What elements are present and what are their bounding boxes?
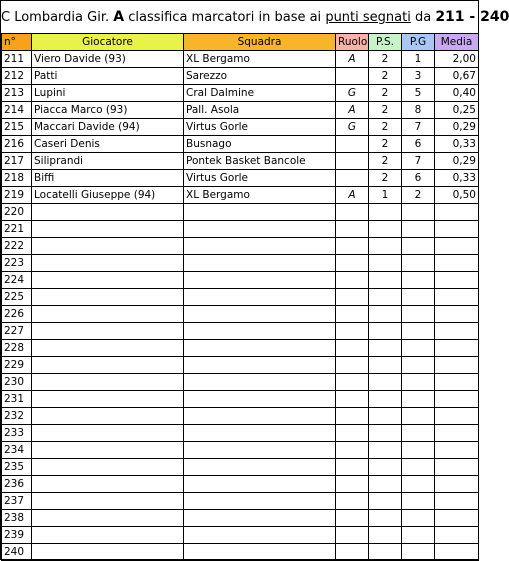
- cell-player: Viero Davide (93): [32, 51, 184, 68]
- cell-average: [435, 442, 479, 459]
- cell-games: 2: [402, 187, 435, 204]
- cell-player: [32, 442, 184, 459]
- cell-games: [402, 221, 435, 238]
- cell-player: [32, 544, 184, 561]
- table-row: [2, 238, 479, 255]
- cell-games: [402, 459, 435, 476]
- cell-player: [32, 527, 184, 544]
- cell-number: 233: [2, 425, 32, 442]
- cell-player: [32, 221, 184, 238]
- cell-average: [435, 476, 479, 493]
- table-row: [2, 136, 479, 153]
- cell-role: G: [336, 119, 369, 136]
- table-row: [2, 51, 479, 68]
- cell-average: [435, 527, 479, 544]
- cell-number: 238: [2, 510, 32, 527]
- cell-role: [336, 442, 369, 459]
- table-row: [2, 425, 479, 442]
- cell-average: 0,67: [435, 68, 479, 85]
- cell-average: [435, 510, 479, 527]
- cell-role: [336, 374, 369, 391]
- cell-points: 2: [369, 170, 402, 187]
- cell-player: Patti: [32, 68, 184, 85]
- cell-games: 7: [402, 153, 435, 170]
- cell-team: [184, 374, 336, 391]
- header-role: Ruolo: [336, 34, 369, 51]
- title-underlined: punti segnati: [325, 10, 411, 25]
- table-row: [2, 204, 479, 221]
- cell-number: 211: [2, 51, 32, 68]
- cell-points: 2: [369, 102, 402, 119]
- cell-games: [402, 357, 435, 374]
- cell-points: [369, 357, 402, 374]
- header-average: Media: [435, 34, 479, 51]
- table-row: [2, 493, 479, 510]
- cell-games: [402, 408, 435, 425]
- cell-number: 226: [2, 306, 32, 323]
- cell-games: [402, 340, 435, 357]
- cell-team: [184, 340, 336, 357]
- cell-team: [184, 255, 336, 272]
- table-row: [2, 374, 479, 391]
- cell-role: [336, 527, 369, 544]
- cell-points: [369, 204, 402, 221]
- cell-number: 240: [2, 544, 32, 561]
- cell-player: Lupini: [32, 85, 184, 102]
- cell-role: A: [336, 51, 369, 68]
- cell-team: Virtus Gorle: [184, 170, 336, 187]
- cell-points: [369, 493, 402, 510]
- cell-points: 2: [369, 51, 402, 68]
- cell-team: Cral Dalmine: [184, 85, 336, 102]
- cell-team: Busnago: [184, 136, 336, 153]
- cell-player: [32, 255, 184, 272]
- cell-team: Virtus Gorle: [184, 119, 336, 136]
- cell-games: [402, 544, 435, 561]
- cell-number: 213: [2, 85, 32, 102]
- cell-games: [402, 442, 435, 459]
- cell-player: [32, 272, 184, 289]
- table-row: [2, 323, 479, 340]
- cell-points: [369, 340, 402, 357]
- cell-average: [435, 459, 479, 476]
- cell-points: [369, 425, 402, 442]
- cell-role: [336, 357, 369, 374]
- page-title: [1, 1, 509, 33]
- cell-number: 227: [2, 323, 32, 340]
- cell-role: [336, 476, 369, 493]
- cell-player: [32, 476, 184, 493]
- cell-number: 220: [2, 204, 32, 221]
- cell-role: [336, 493, 369, 510]
- table-row: [2, 68, 479, 85]
- cell-role: [336, 170, 369, 187]
- cell-team: [184, 306, 336, 323]
- cell-points: [369, 527, 402, 544]
- cell-average: [435, 289, 479, 306]
- cell-number: 229: [2, 357, 32, 374]
- cell-team: [184, 323, 336, 340]
- title-prefix: C Lombardia Gir.: [1, 10, 114, 25]
- cell-number: 222: [2, 238, 32, 255]
- cell-role: [336, 255, 369, 272]
- cell-player: [32, 357, 184, 374]
- cell-points: [369, 374, 402, 391]
- cell-average: 0,25: [435, 102, 479, 119]
- cell-average: [435, 323, 479, 340]
- cell-average: [435, 204, 479, 221]
- cell-team: [184, 272, 336, 289]
- cell-role: [336, 340, 369, 357]
- cell-points: [369, 544, 402, 561]
- cell-games: [402, 323, 435, 340]
- cell-team: [184, 544, 336, 561]
- cell-average: [435, 391, 479, 408]
- cell-team: [184, 238, 336, 255]
- cell-number: 219: [2, 187, 32, 204]
- cell-team: [184, 289, 336, 306]
- cell-team: [184, 425, 336, 442]
- cell-games: [402, 289, 435, 306]
- cell-average: 0,40: [435, 85, 479, 102]
- cell-games: [402, 476, 435, 493]
- header-games: P.G: [402, 34, 435, 51]
- table-row: [2, 187, 479, 204]
- cell-number: 216: [2, 136, 32, 153]
- cell-average: 0,33: [435, 136, 479, 153]
- table-row: [2, 272, 479, 289]
- cell-points: [369, 238, 402, 255]
- cell-average: [435, 272, 479, 289]
- cell-average: [435, 493, 479, 510]
- cell-player: Locatelli Giuseppe (94): [32, 187, 184, 204]
- header-row: [2, 34, 479, 51]
- table-row: [2, 289, 479, 306]
- cell-number: 218: [2, 170, 32, 187]
- cell-points: [369, 323, 402, 340]
- cell-team: [184, 204, 336, 221]
- cell-player: [32, 306, 184, 323]
- cell-team: [184, 459, 336, 476]
- header-points: P.S.: [369, 34, 402, 51]
- cell-number: 232: [2, 408, 32, 425]
- table-row: [2, 340, 479, 357]
- table-row: [2, 527, 479, 544]
- cell-points: 2: [369, 85, 402, 102]
- cell-points: [369, 306, 402, 323]
- cell-role: [336, 306, 369, 323]
- cell-number: 237: [2, 493, 32, 510]
- cell-role: [336, 221, 369, 238]
- cell-points: 2: [369, 119, 402, 136]
- table-row: [2, 459, 479, 476]
- cell-number: 225: [2, 289, 32, 306]
- cell-role: [336, 544, 369, 561]
- cell-games: [402, 204, 435, 221]
- cell-role: [336, 510, 369, 527]
- cell-number: 236: [2, 476, 32, 493]
- cell-team: [184, 221, 336, 238]
- cell-points: [369, 289, 402, 306]
- cell-points: [369, 459, 402, 476]
- cell-number: 234: [2, 442, 32, 459]
- cell-points: [369, 442, 402, 459]
- cell-games: [402, 425, 435, 442]
- table-row: [2, 510, 479, 527]
- cell-average: [435, 306, 479, 323]
- cell-games: 6: [402, 136, 435, 153]
- cell-points: 2: [369, 68, 402, 85]
- table-row: [2, 85, 479, 102]
- cell-number: 217: [2, 153, 32, 170]
- cell-player: [32, 459, 184, 476]
- cell-player: [32, 204, 184, 221]
- cell-number: 239: [2, 527, 32, 544]
- cell-player: [32, 340, 184, 357]
- cell-average: 0,29: [435, 153, 479, 170]
- cell-number: 223: [2, 255, 32, 272]
- cell-role: [336, 204, 369, 221]
- cell-team: [184, 391, 336, 408]
- table-row: [2, 391, 479, 408]
- cell-games: 6: [402, 170, 435, 187]
- cell-team: [184, 527, 336, 544]
- cell-player: Caseri Denis: [32, 136, 184, 153]
- cell-games: [402, 272, 435, 289]
- table-row: [2, 153, 479, 170]
- cell-role: [336, 289, 369, 306]
- cell-average: 0,33: [435, 170, 479, 187]
- cell-number: 212: [2, 68, 32, 85]
- cell-points: [369, 408, 402, 425]
- cell-average: [435, 408, 479, 425]
- title-group: A: [113, 9, 125, 25]
- cell-points: 2: [369, 153, 402, 170]
- cell-games: [402, 306, 435, 323]
- cell-points: [369, 510, 402, 527]
- cell-games: [402, 391, 435, 408]
- table-row: [2, 255, 479, 272]
- cell-average: 0,29: [435, 119, 479, 136]
- table-row: [2, 476, 479, 493]
- cell-team: Pontek Basket Bancole: [184, 153, 336, 170]
- cell-team: [184, 442, 336, 459]
- cell-average: 0,50: [435, 187, 479, 204]
- cell-average: [435, 340, 479, 357]
- cell-number: 228: [2, 340, 32, 357]
- cell-average: [435, 238, 479, 255]
- title-range: 211 - 240: [435, 9, 509, 25]
- cell-player: [32, 493, 184, 510]
- cell-role: G: [336, 85, 369, 102]
- cell-team: [184, 476, 336, 493]
- cell-team: XL Bergamo: [184, 51, 336, 68]
- cell-role: [336, 323, 369, 340]
- cell-role: [336, 153, 369, 170]
- cell-average: [435, 255, 479, 272]
- cell-points: [369, 221, 402, 238]
- cell-player: [32, 238, 184, 255]
- cell-team: [184, 357, 336, 374]
- title-range-prefix: da: [410, 10, 436, 25]
- cell-number: 231: [2, 391, 32, 408]
- cell-team: XL Bergamo: [184, 187, 336, 204]
- cell-role: [336, 68, 369, 85]
- title-middle: classifica marcatori in base ai: [124, 10, 326, 25]
- cell-number: 224: [2, 272, 32, 289]
- header-number: n°: [2, 34, 32, 51]
- table-row: [2, 102, 479, 119]
- cell-games: [402, 255, 435, 272]
- cell-role: [336, 408, 369, 425]
- cell-number: 230: [2, 374, 32, 391]
- cell-team: Pall. Asola: [184, 102, 336, 119]
- cell-player: Piacca Marco (93): [32, 102, 184, 119]
- cell-player: [32, 323, 184, 340]
- cell-points: 2: [369, 136, 402, 153]
- cell-player: Biffi: [32, 170, 184, 187]
- header-team: Squadra: [184, 34, 336, 51]
- table-row: [2, 357, 479, 374]
- cell-role: [336, 425, 369, 442]
- cell-role: [336, 272, 369, 289]
- cell-player: [32, 510, 184, 527]
- cell-player: [32, 289, 184, 306]
- cell-games: [402, 493, 435, 510]
- table-row: [2, 119, 479, 136]
- cell-player: [32, 408, 184, 425]
- cell-average: [435, 425, 479, 442]
- cell-games: [402, 510, 435, 527]
- cell-role: A: [336, 187, 369, 204]
- cell-player: [32, 391, 184, 408]
- cell-points: [369, 391, 402, 408]
- cell-role: [336, 391, 369, 408]
- cell-points: 1: [369, 187, 402, 204]
- cell-player: Siliprandi: [32, 153, 184, 170]
- table-row: [2, 408, 479, 425]
- cell-games: 8: [402, 102, 435, 119]
- cell-number: 221: [2, 221, 32, 238]
- cell-number: 235: [2, 459, 32, 476]
- cell-games: [402, 238, 435, 255]
- cell-role: [336, 136, 369, 153]
- cell-team: Sarezzo: [184, 68, 336, 85]
- cell-team: [184, 510, 336, 527]
- cell-games: [402, 374, 435, 391]
- cell-average: [435, 544, 479, 561]
- cell-games: 7: [402, 119, 435, 136]
- cell-team: [184, 493, 336, 510]
- cell-points: [369, 272, 402, 289]
- cell-games: 5: [402, 85, 435, 102]
- cell-average: 2,00: [435, 51, 479, 68]
- cell-games: 3: [402, 68, 435, 85]
- cell-games: 1: [402, 51, 435, 68]
- cell-player: [32, 425, 184, 442]
- cell-average: [435, 221, 479, 238]
- cell-average: [435, 357, 479, 374]
- cell-number: 214: [2, 102, 32, 119]
- table-row: [2, 306, 479, 323]
- table-row: [2, 544, 479, 561]
- scorers-table: [1, 33, 479, 561]
- table-row: [2, 221, 479, 238]
- cell-points: [369, 476, 402, 493]
- cell-team: [184, 408, 336, 425]
- cell-number: 215: [2, 119, 32, 136]
- cell-role: [336, 459, 369, 476]
- cell-player: Maccari Davide (94): [32, 119, 184, 136]
- table-row: [2, 170, 479, 187]
- cell-games: [402, 527, 435, 544]
- cell-points: [369, 255, 402, 272]
- cell-role: A: [336, 102, 369, 119]
- table-row: [2, 442, 479, 459]
- cell-role: [336, 238, 369, 255]
- cell-average: [435, 374, 479, 391]
- header-player: Giocatore: [32, 34, 184, 51]
- cell-player: [32, 374, 184, 391]
